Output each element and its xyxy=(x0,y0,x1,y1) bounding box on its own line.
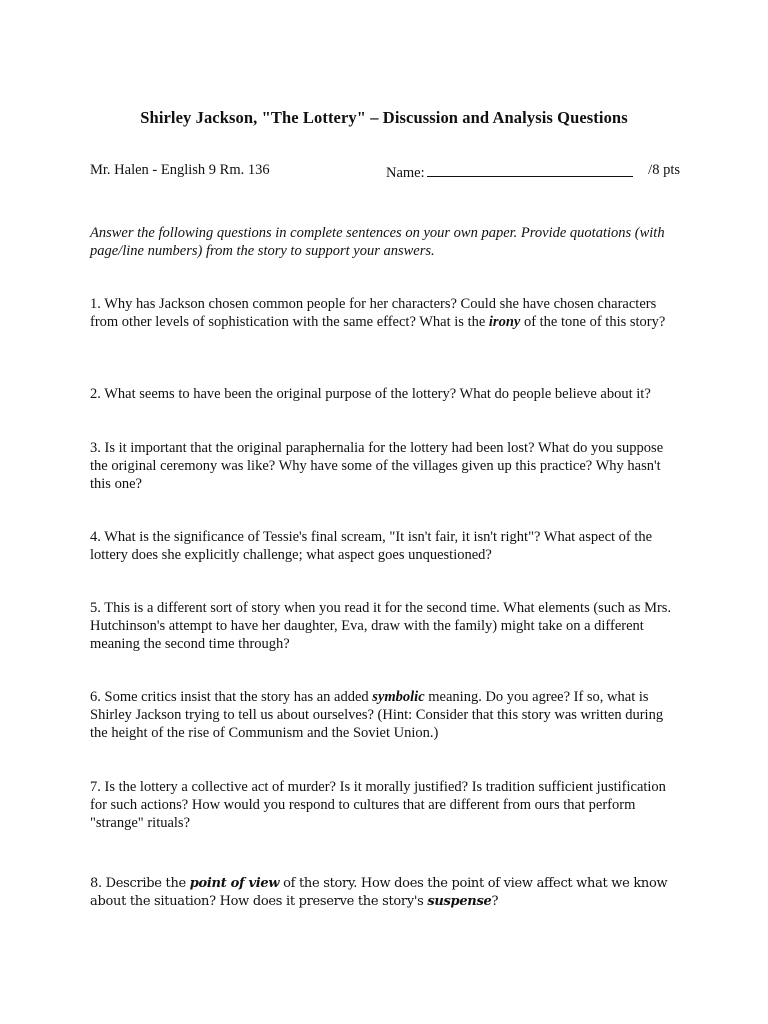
question-text: of the story. How does the point of view affect what we know about the situation? How does it preserve the story's xyxy=(90,876,668,909)
question-text: 8. Describe the xyxy=(90,876,190,891)
emphasis-irony: irony xyxy=(488,314,521,330)
name-label: Name: xyxy=(386,165,425,181)
name-blank-line xyxy=(427,162,633,177)
question-4: 4. What is the significance of Tessie's final scream, "It isn't fair, it isn't right"? What aspect of the lottery does she explicitly challenge; what aspect goes unquestioned? xyxy=(90,529,653,563)
name-field xyxy=(386,162,633,182)
question-text: 1. Why has Jackson chosen common people for her characters? Could she have chosen characters from other levels of sophistication with the same effect? What is the xyxy=(90,296,657,330)
question-3: 3. Is it important that the original paraphernalia for the lottery had been lost? What do you suppose the original ceremony was like? Why have some of the villages given up this practice? Why hasn't this one? xyxy=(90,440,664,492)
question-text: meaning. Do you agree? If so, what is Shirley Jackson trying to tell us about ourselves? (Hint: Consider that this story was written during the height of the rise of Communism and the Soviet Union.) xyxy=(90,689,664,741)
question-text: of the tone of this story? xyxy=(520,314,666,330)
teacher-info: Mr. Halen - English 9 Rm. 136 xyxy=(90,162,270,178)
page-title: Shirley Jackson, "The Lottery" – Discussion and Analysis Questions xyxy=(140,108,628,127)
header-row xyxy=(90,162,680,182)
question-7: 7. Is the lottery a collective act of murder? Is it morally justified? Is tradition sufficient justification for such actions? How would you respond to cultures that are different from ours that perform "strange" rituals? xyxy=(90,779,666,831)
emphasis-symbolic: symbolic xyxy=(372,689,425,705)
question-1 xyxy=(90,295,680,331)
question-5: 5. This is a different sort of story when you read it for the second time. What elements (such as Mrs. Hutchinson's attempt to have her daughter, Eva, draw with the family) might take on a different meaning the second time through? xyxy=(90,600,672,652)
instructions: Answer the following questions in complete sentences on your own paper. Provide quotations (with page/line numbers) from the story to support your answers. xyxy=(90,225,665,259)
question-text: 6. Some critics insist that the story has an added xyxy=(90,689,373,705)
emphasis-point-of-view: point of view xyxy=(189,876,280,891)
question-6 xyxy=(90,688,680,742)
question-text: ? xyxy=(491,894,499,909)
points-total: /8 pts xyxy=(648,162,680,178)
question-8 xyxy=(90,875,680,911)
emphasis-suspense: suspense xyxy=(427,894,492,909)
question-2: 2. What seems to have been the original purpose of the lottery? What do people believe about it? xyxy=(90,386,651,402)
